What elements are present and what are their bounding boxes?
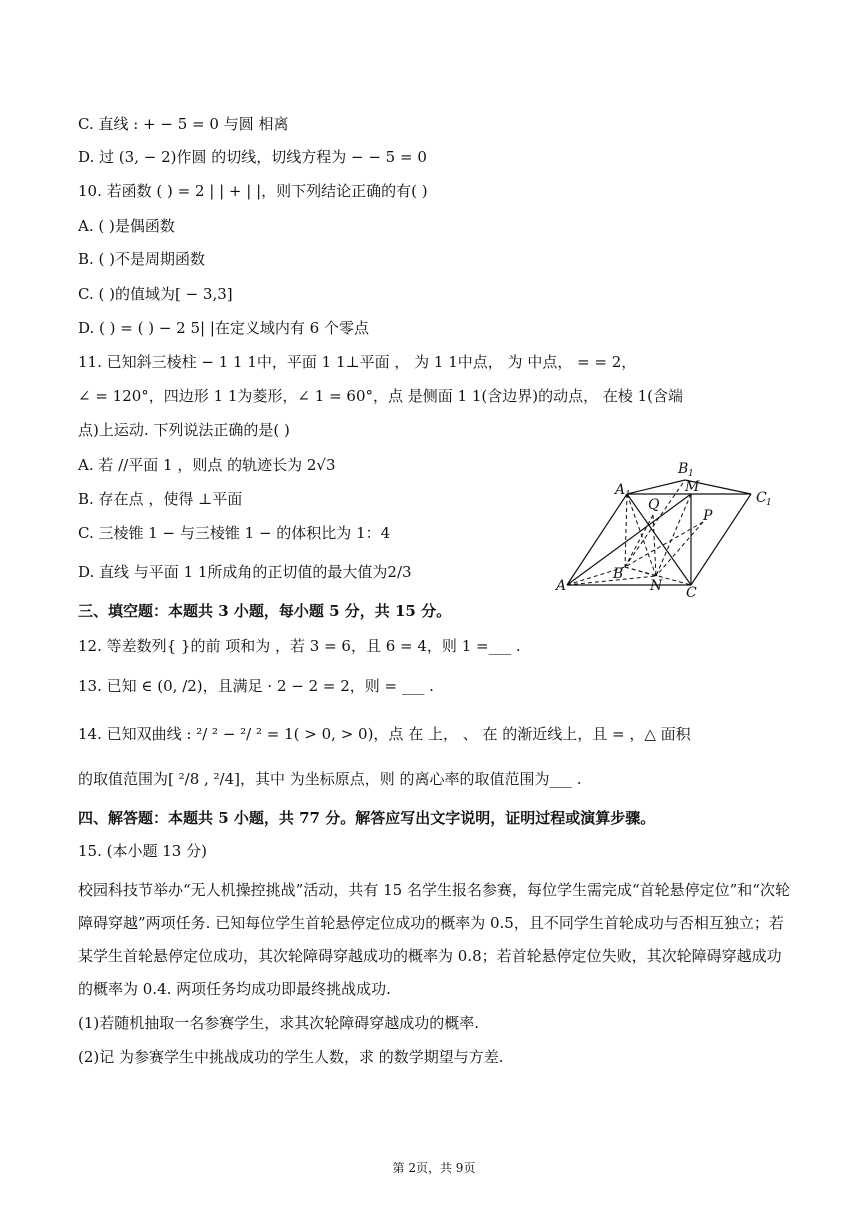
question-14-line1: 14. 已知双曲线 : ²/ ² − ²/ ² = 1( > 0, > 0)，点 在 上， 、 在 的渐近线上，且 = ，△ 面积	[78, 725, 691, 743]
page-footer: 第 2页，共 9页	[392, 1161, 476, 1175]
section-4-heading: 四、解答题：本题共 5 小题，共 77 分。解答应写出文字说明，证明过程或演算步骤。	[78, 809, 656, 827]
line-9c: C. 直线 : + − 5 = 0 与圆 相离	[78, 115, 289, 133]
edge-BB1	[625, 480, 685, 567]
label-Q: Q	[648, 497, 660, 513]
edge-A1B	[625, 494, 627, 567]
question-10: 10. 若函数 ( ) = 2 | | + | |，则下列结论正确的有( )	[78, 182, 428, 200]
option-11c: C. 三棱锥 1 − 与三棱锥 1 − 的体积比为 1：4	[78, 524, 391, 542]
option-10b: B. ( )不是周期函数	[78, 250, 206, 268]
prism-figure	[553, 457, 793, 597]
option-10a: A. ( )是偶函数	[78, 217, 175, 235]
section-3-heading: 三、填空题：本题共 3 小题，每小题 5 分，共 15 分。	[78, 602, 452, 620]
label-B1-sub: 1	[688, 469, 694, 479]
question-15-part2: (2)记 为参赛学生中挑战成功的学生人数，求 的数学期望与方差.	[78, 1048, 504, 1066]
question-13: 13. 已知 ∈ (0, /2)，且满足 · 2 − 2 = 2，则 = ___ .	[78, 677, 434, 695]
question-12: 12. 等差数列{ }的前 项和为 ，若 3 = 6，且 6 = 4，则 1 =___ .	[78, 637, 521, 655]
question-11-line3: 点)上运动. 下列说法正确的是( )	[78, 421, 290, 439]
question-11-line2: ∠ = 120°，四边形 1 1为菱形，∠ 1 = 60°，点 是侧面 1 1(含边界)的动点， 在棱 1(含端	[78, 387, 684, 405]
label-B: B	[613, 566, 624, 582]
line-9d: D. 过 (3, − 2)作圆 的切线，切线方程为 − − 5 = 0	[78, 148, 427, 166]
label-B1: B	[678, 461, 689, 477]
label-N: N	[650, 578, 663, 594]
label-C1-sub: 1	[766, 498, 772, 508]
option-10c: C. ( )的值域为[ − 3,3]	[78, 285, 233, 303]
question-11-line1: 11. 已知斜三棱柱 − 1 1 1中，平面 1 1⊥平面 ， 为 1 1中点， 为 中点， = = 2，	[78, 353, 637, 371]
question-15-body: 校园科技节举办“无人机操控挑战”活动，共有 15 名学生报名参赛，每位学生需完成“首轮悬停定位”和“次轮障碍穿越”两项任务. 已知每位学生首轮悬停定位成功的概率为 0.5，且不同学生首轮成功与否相互独立；若某学生首轮悬停定位成功，其次轮障碍穿越成功的概率为 0.8；若首轮悬停定位失败，其次轮障碍穿越成功的概率为 0.4. 两项任务均成功即最终挑战成功.	[78, 881, 790, 998]
edge-QB	[625, 515, 653, 567]
option-10d: D. ( ) = ( ) − 2 5| |在定义域内有 6 个零点	[78, 319, 369, 337]
edge-BN	[625, 567, 656, 576]
option-11a: A. 若 //平面 1 ，则点 的轨迹长为 2√3	[78, 456, 336, 474]
edge-CC1	[691, 494, 751, 585]
label-M: M	[685, 479, 700, 495]
edge-A1B1	[627, 480, 685, 494]
label-A1-sub: 1	[625, 490, 631, 500]
question-14-line2: 的取值范围为[ ²/8 , ²/4]，其中 为坐标原点，则 的离心率的取值范围为___ .	[78, 770, 582, 788]
question-15-header: 15. (本小题 13 分)	[78, 842, 207, 860]
option-11d: D. 直线 与平面 1 1所成角的正切值的最大值为2/3	[78, 563, 412, 581]
option-11b: B. 存在点 ，使得 ⊥平面	[78, 490, 243, 508]
label-P: P	[703, 508, 713, 524]
label-A: A	[556, 578, 567, 594]
label-C: C	[686, 585, 697, 597]
question-15-part1: (1)若随机抽取一名参赛学生，求其次轮障碍穿越成功的概率.	[78, 1014, 480, 1032]
label-A1: A	[615, 482, 626, 498]
label-C1: C	[756, 490, 767, 506]
